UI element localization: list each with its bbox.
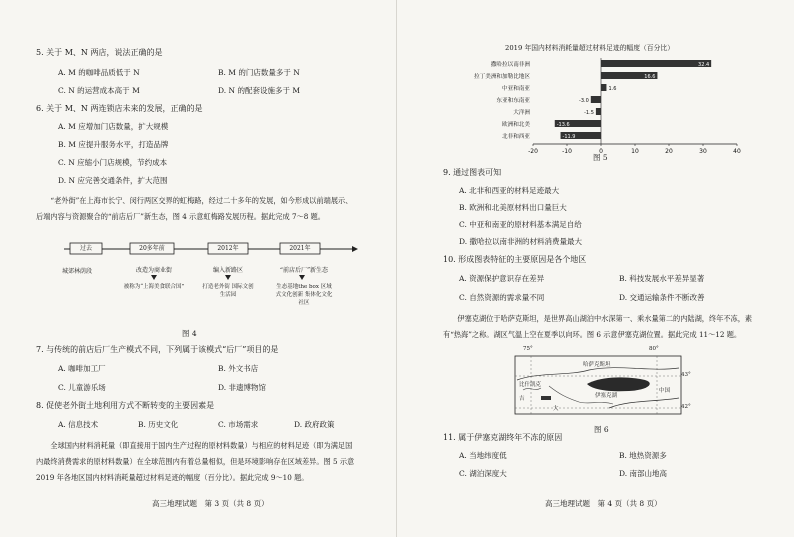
q6-option-c: C. N 应缩小门店规模，节约成本 bbox=[58, 158, 168, 167]
chart-category-label-2: 中亚和南亚 bbox=[502, 86, 530, 92]
figure-4-timeline bbox=[62, 240, 358, 320]
chart-category-label-4: 大洋洲 bbox=[513, 110, 530, 116]
q6-option-b: B. M 应提升服务水平，打造品牌 bbox=[58, 140, 169, 149]
timeline-stage-3-top: 编入新路区 bbox=[212, 267, 243, 274]
chart-tick-label-2: 0 bbox=[599, 148, 603, 155]
q9-option-d: D. 撒哈拉以南非洲的材料消费量最大 bbox=[459, 237, 583, 246]
map-label-lake: 伊塞克湖 bbox=[595, 393, 618, 399]
chart-bar-3 bbox=[591, 96, 601, 103]
map-label-capital: 比什凯克 bbox=[519, 382, 542, 388]
chart-value-label-0: 32.4 bbox=[698, 62, 710, 68]
timeline-stage-2-bottom: 被称为“上海美食联合国” bbox=[123, 284, 185, 290]
chart-value-label-2: 1.6 bbox=[608, 86, 617, 92]
timeline-stage-3-bottom: 打造老外街 国际文创生活园 bbox=[202, 284, 254, 298]
chart-category-label-3: 东亚和东南亚 bbox=[496, 98, 530, 104]
timeline-period-20-years: 20多年前 bbox=[139, 245, 165, 252]
map-label-kazakhstan: 哈萨克斯坦 bbox=[583, 362, 611, 368]
q8-option-b: B. 历史文化 bbox=[138, 420, 179, 429]
figure-5-bar-chart bbox=[457, 54, 747, 164]
q10-option-c: C. 自然资源的需求量不同 bbox=[459, 293, 545, 302]
q5-option-a: A. M 的咖啡品质低于 N bbox=[58, 68, 140, 77]
passage-issyk-kul: 伊塞克湖位于哈萨克斯坦，是世界高山湖泊中水深第一、乘水量第二的内陆湖，终年不冻，素有“热海”之称。湖区气温上空在夏季以向环。图 6 示意伊塞克湖位置。据此完成 11～12 题。 bbox=[443, 314, 753, 339]
map-label-stream: 大 bbox=[553, 406, 559, 412]
figure-6-caption: 图 6 bbox=[594, 425, 609, 434]
page-footer-left: 高三地理试题 第 3 页（共 8 页） bbox=[152, 499, 269, 508]
passage-laowai-street: “老外街”在上海市长宁、闵行两区交界的虹梅路，经过二十多年的发展，如今形成以前端展示、后端内容与资源聚合的“前店后厂”新生态，图 4 示意虹梅路发展历程。据此完成 7～8 题。 bbox=[36, 196, 353, 221]
q7-option-b: B. 外文书店 bbox=[218, 364, 259, 373]
chart-tick-label-1: -10 bbox=[562, 148, 572, 155]
figure-5-caption: 图 5 bbox=[593, 153, 608, 162]
map-lat-42: 42° bbox=[681, 404, 691, 410]
chart-tick-label-5: 30 bbox=[699, 148, 707, 155]
timeline-stage-1: 城郊林荫段 bbox=[62, 268, 93, 275]
q10-option-d: D. 交通运输条件不断改善 bbox=[619, 293, 705, 302]
chart-value-label-1: 16.6 bbox=[644, 74, 656, 80]
chart-value-label-5: -13.6 bbox=[556, 122, 570, 128]
map-label-kyrgyz: 吉 bbox=[519, 396, 525, 402]
map-lon-75: 75° bbox=[523, 346, 533, 352]
figure-4-caption: 图 4 bbox=[182, 329, 197, 338]
q11-option-b: B. 地热资源多 bbox=[619, 451, 667, 460]
q7-option-c: C. 儿童游乐场 bbox=[58, 383, 106, 392]
map-lat-43: 43° bbox=[681, 372, 691, 378]
right-exam-page bbox=[397, 0, 794, 537]
q9-option-b: B. 欧洲和北美原材料出口量巨大 bbox=[459, 203, 567, 212]
q6-option-a: A. M 应增加门店数量，扩大规模 bbox=[58, 122, 169, 131]
q9-option-c: C. 中亚和南亚的原材料基本满足自给 bbox=[459, 220, 582, 229]
timeline-period-2021: 2021年 bbox=[289, 245, 311, 252]
q6-stem: 6. 关于 M、N 两连锁店未来的发展，正确的是 bbox=[36, 104, 203, 113]
q6-option-d: D. N 应完善交通条件，扩大范围 bbox=[58, 176, 168, 185]
q5-stem: 5. 关于 M、N 两店，说法正确的是 bbox=[36, 48, 163, 57]
map-label-china: 中国 bbox=[659, 388, 671, 394]
q8-stem: 8. 促使老外街土地利用方式不断转变的主要因素是 bbox=[36, 401, 215, 410]
chart-value-label-4: -1.5 bbox=[584, 110, 594, 116]
chart-tick-label-4: 20 bbox=[665, 148, 673, 155]
chart-bar-4 bbox=[596, 108, 601, 115]
q8-option-a: A. 信息技术 bbox=[58, 420, 99, 429]
timeline-period-past: 过去 bbox=[79, 245, 92, 252]
q9-option-a: A. 北非和西亚的材料足迹最大 bbox=[459, 186, 560, 195]
q10-option-b: B. 科技发展水平差异显著 bbox=[619, 274, 705, 283]
q9-stem: 9. 通过图表可知 bbox=[443, 168, 502, 177]
figure-6-map bbox=[509, 346, 691, 418]
q8-option-c: C. 市场需求 bbox=[218, 420, 259, 429]
q11-option-a: A. 当地纬度低 bbox=[459, 451, 507, 460]
chart-value-label-3: -3.0 bbox=[579, 98, 589, 104]
chart-tick-label-3: 10 bbox=[631, 148, 639, 155]
page-footer-right: 高三地理试题 第 4 页（共 8 页） bbox=[545, 499, 662, 508]
timeline-period-2012: 2012年 bbox=[217, 245, 239, 252]
chart-value-label-6: -11.9 bbox=[562, 134, 576, 140]
chart-category-label-5: 欧洲和北美 bbox=[502, 122, 530, 128]
chart-bar-0 bbox=[601, 60, 711, 67]
q10-option-a: A. 资源保护意识存在差异 bbox=[459, 274, 545, 283]
q8-option-d: D. 政府政策 bbox=[294, 420, 335, 429]
timeline-stage-2-top: 改造为商业街 bbox=[135, 267, 172, 274]
chart-category-label-0: 撒哈拉以南非洲 bbox=[490, 62, 530, 68]
q11-option-d: D. 南部山地高 bbox=[619, 469, 668, 478]
q7-option-a: A. 咖啡加工厂 bbox=[58, 364, 106, 373]
q7-stem: 7. 与传统的前店后厂生产模式不同，下列属于该模式“后厂”项目的是 bbox=[36, 345, 279, 354]
map-lon-80: 80° bbox=[649, 346, 659, 352]
timeline-stage-4-top: “前店后厂”新生态 bbox=[279, 267, 329, 274]
chart-bar-2 bbox=[601, 84, 606, 91]
q11-option-c: C. 湖泊深度大 bbox=[459, 469, 507, 478]
q7-option-d: D. 非遗博物馆 bbox=[218, 383, 267, 392]
chart-category-label-1: 拉丁美洲和加勒比地区 bbox=[474, 74, 530, 80]
q5-option-b: B. M 的门店数量多于 N bbox=[218, 68, 300, 77]
passage-material-footprint: 全球国内材料消耗量（即直接用于国内生产过程的原材料数量）与相应的材料足迹（即为满足国内最终消费需求的原材料数量）在全球范围内有着总量相似，但是环境影响存在区域差异。图 5 示意 2019 年各地区国内材料消耗量超过材料足迹的幅度（百分比）。据此完成 9～10 题。 bbox=[36, 441, 355, 482]
q11-stem: 11. 属于伊塞克湖终年不冻的原因 bbox=[443, 433, 563, 442]
chart-tick-label-6: 40 bbox=[733, 148, 741, 155]
timeline-stage-4-bottom: 生态基地the box 区域式文化创新 集体化文化社区 bbox=[275, 284, 333, 306]
q10-stem: 10. 形成图表特征的主要原因是各个地区 bbox=[443, 255, 587, 264]
chart-tick-label-0: -20 bbox=[528, 148, 538, 155]
q5-option-c: C. N 的运营成本高于 M bbox=[58, 86, 140, 95]
chart-title: 2019 年国内材料消耗量超过材料足迹的幅度（百分比） bbox=[505, 44, 674, 52]
chart-category-label-6: 北非和西亚 bbox=[502, 134, 530, 140]
q5-option-d: D. N 的配套设施多于 M bbox=[218, 86, 301, 95]
